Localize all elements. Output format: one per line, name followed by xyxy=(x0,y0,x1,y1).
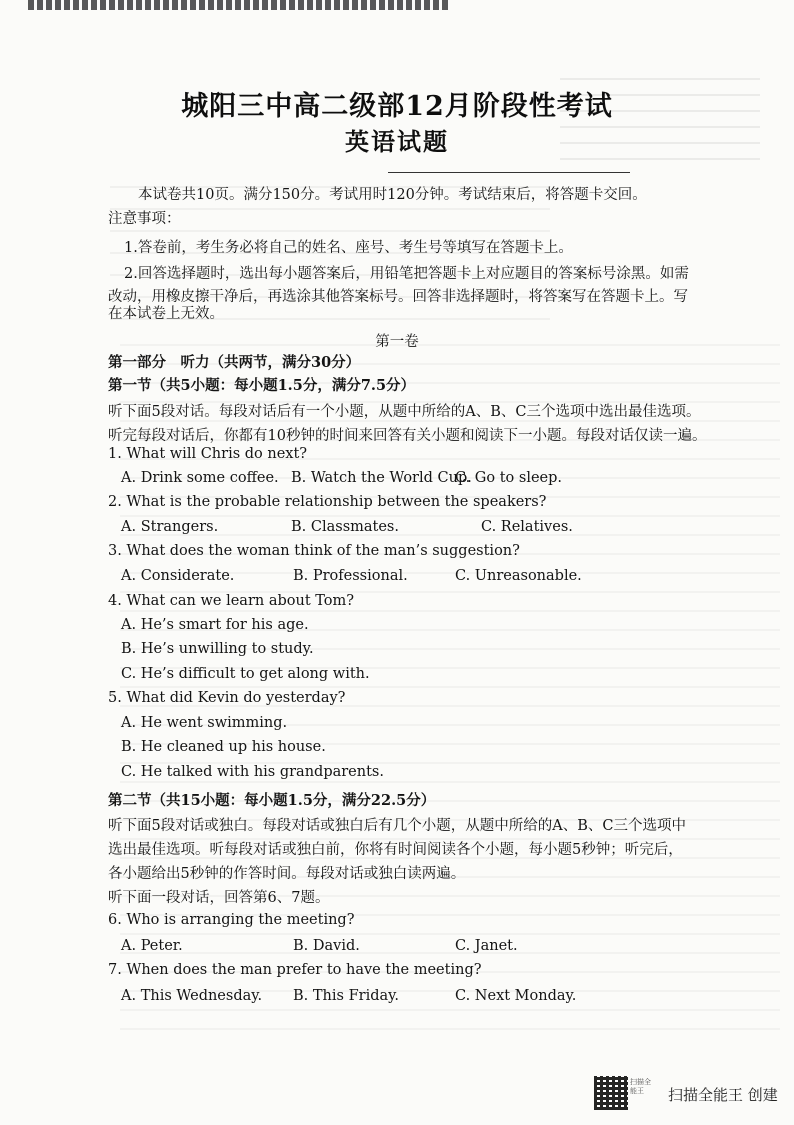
q2-option-b: B. Classmates. xyxy=(291,519,399,535)
question-1: 1. What will Chris do next? xyxy=(108,446,308,462)
q5-option-a: A. He went swimming. xyxy=(121,715,288,731)
exam-subject: 英语试题 xyxy=(345,127,449,156)
q5-option-c: C. He talked with his grandparents. xyxy=(121,764,384,780)
section-1-heading: 第一节（共5小题：每小题1.5分，满分7.5分） xyxy=(108,377,416,394)
notes-item-2-line-3: 在本试卷上无效。 xyxy=(108,306,224,322)
section-2-heading: 第二节（共15小题：每小题1.5分，满分22.5分） xyxy=(108,792,436,809)
section-2-instructions-line-2: 选出最佳选项。听每段对话或独白前，你将有时间阅读各个小题，每小题5秒钟；听完后， xyxy=(108,842,683,858)
q6-option-b: B. David. xyxy=(293,938,360,954)
section-2-lead: 听下面一段对话，回答第6、7题。 xyxy=(108,890,330,906)
q1-option-a: A. Drink some coffee. xyxy=(121,470,279,486)
scanner-logo: 扫描全能王 xyxy=(630,1078,651,1095)
scanner-watermark-text: 扫描全能王 创建 xyxy=(668,1086,778,1104)
part-1-heading: 第一部分 听力（共两节，满分30分） xyxy=(108,354,361,371)
question-7: 7. When does the man prefer to have the meeting? xyxy=(108,962,482,978)
q1-option-c: C. Go to sleep. xyxy=(455,470,563,486)
title-divider xyxy=(388,172,630,173)
q5-option-b: B. He cleaned up his house. xyxy=(121,739,326,755)
section-1-instructions-line-2: 听完每段对话后，你都有10秒钟的时间来回答有关小题和阅读下一小题。每段对话仅读一遍。 xyxy=(108,428,707,444)
qr-code-icon xyxy=(594,1076,628,1110)
q4-option-c: C. He’s difficult to get along with. xyxy=(121,666,370,682)
question-5: 5. What did Kevin do yesterday? xyxy=(108,690,346,706)
q7-option-b: B. This Friday. xyxy=(293,988,400,1004)
q3-option-b: B. Professional. xyxy=(293,568,408,584)
scan-header-noise xyxy=(28,0,448,10)
notes-item-1: 1.答卷前，考生务必将自己的姓名、座号、考生号等填写在答题卡上。 xyxy=(124,240,573,256)
question-3: 3. What does the woman think of the man’s suggestion? xyxy=(108,543,520,559)
question-6: 6. Who is arranging the meeting? xyxy=(108,912,355,928)
volume-heading: 第一卷 xyxy=(375,334,419,350)
q3-option-c: C. Unreasonable. xyxy=(455,568,582,584)
q6-option-c: C. Janet. xyxy=(455,938,518,954)
question-4: 4. What can we learn about Tom? xyxy=(108,593,355,609)
q7-option-a: A. This Wednesday. xyxy=(121,988,263,1004)
section-2-instructions-line-1: 听下面5段对话或独白。每段对话或独白后有几个小题，从题中所给的A、B、C三个选项中 xyxy=(108,818,686,834)
notes-item-2-line-1: 2.回答选择题时，选出每小题答案后，用铅笔把答题卡上对应题目的答案标号涂黑。如需 xyxy=(124,266,689,282)
notes-heading: 注意事项： xyxy=(108,211,181,227)
section-1-instructions-line-1: 听下面5段对话。每段对话后有一个小题，从题中所给的A、B、C三个选项中选出最佳选项。 xyxy=(108,404,701,420)
q2-option-c: C. Relatives. xyxy=(481,519,573,535)
section-2-instructions-line-3: 各小题给出5秒钟的作答时间。每段对话或独白读两遍。 xyxy=(108,866,466,882)
q4-option-b: B. He’s unwilling to study. xyxy=(121,641,314,657)
q6-option-a: A. Peter. xyxy=(121,938,183,954)
q3-option-a: A. Considerate. xyxy=(121,568,235,584)
intro-text: 本试卷共10页。满分150分。考试用时120分钟。考试结束后，将答题卡交回。 xyxy=(138,187,647,203)
exam-title: 城阳三中高二级部12月阶段性考试 xyxy=(181,91,613,122)
question-2: 2. What is the probable relationship between the speakers? xyxy=(108,494,547,510)
notes-item-2-line-2: 改动，用橡皮擦干净后，再选涂其他答案标号。回答非选择题时，将答案写在答题卡上。写 xyxy=(108,289,688,305)
q4-option-a: A. He’s smart for his age. xyxy=(121,617,309,633)
q1-option-b: B. Watch the World Cup. xyxy=(291,470,472,486)
q7-option-c: C. Next Monday. xyxy=(455,988,577,1004)
q2-option-a: A. Strangers. xyxy=(121,519,219,535)
